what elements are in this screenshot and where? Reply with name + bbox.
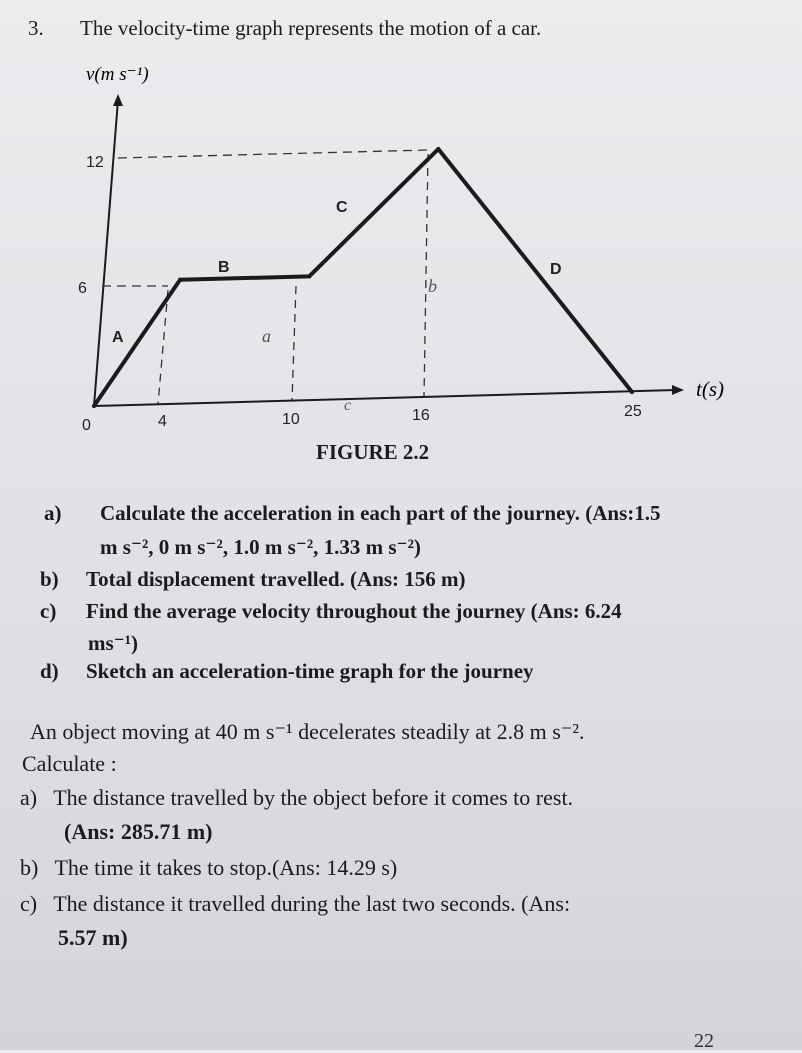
segment-label-d: D: [550, 261, 562, 278]
handwritten-mark-c: c: [344, 397, 352, 414]
part-b-label: b): [40, 567, 59, 591]
guide-t10: [292, 286, 296, 400]
velocity-point-4: [630, 390, 634, 394]
part-a-answer: m s⁻², 0 m s⁻², 1.0 m s⁻², 1.33 m s⁻²): [100, 535, 421, 559]
q4-part-a-text: The distance travelled by the object before it comes to rest.: [53, 785, 574, 810]
handwritten-mark-b: b: [428, 276, 437, 296]
question4-part-a-answer: (Ans: 285.71 m): [64, 819, 213, 844]
question4-part-c-answer: 5.57 m): [58, 925, 128, 950]
question4-calculate: Calculate :: [22, 751, 117, 776]
velocity-segment-d: [438, 149, 632, 392]
question4-part-b: [20, 854, 397, 882]
q4-part-b-text: The time it takes to stop.(Ans: 14.29 s): [54, 855, 398, 880]
guide-t16: [424, 154, 428, 396]
part-a-label: a): [44, 501, 62, 525]
q4-part-c-label: c): [20, 891, 38, 916]
q4-part-a-label: a): [20, 785, 38, 810]
question-number: 3.: [28, 16, 44, 40]
part-c-answer: ms⁻¹): [88, 631, 139, 655]
x-axis-label: t(s): [696, 377, 724, 401]
velocity-point-1: [178, 278, 182, 282]
x-tick-10: 10: [282, 411, 300, 428]
part-d-label: d): [40, 659, 59, 683]
velocity-point-2: [307, 274, 311, 278]
x-axis: [94, 390, 676, 406]
y-axis: [94, 100, 118, 406]
part-b-text: Total displacement travelled. (Ans: 156 m): [86, 567, 466, 591]
segment-label-a: A: [112, 329, 124, 346]
part-d-text: Sketch an acceleration-time graph for the journey: [86, 659, 534, 683]
segment-label-c: C: [336, 199, 348, 216]
y-tick-12: 12: [86, 154, 104, 171]
velocity-segment-c: [309, 149, 438, 276]
x-tick-16: 16: [412, 407, 430, 424]
part-c-text: Find the average velocity throughout the journey (Ans: 6.24: [86, 599, 622, 623]
q4-part-b-label: b): [20, 855, 39, 880]
figure-caption: FIGURE 2.2: [316, 440, 430, 464]
part-c-label: c): [40, 599, 57, 623]
y-tick-6: 6: [78, 280, 87, 297]
x-axis-arrow: [672, 385, 684, 395]
velocity-time-graph: [0, 0, 802, 480]
segment-label-b: B: [218, 259, 230, 276]
x-tick-25: 25: [624, 403, 642, 420]
question4-intro: An object moving at 40 m s⁻¹ decelerates steadily at 2.8 m s⁻².: [30, 719, 585, 744]
y-axis-label: v(m s⁻¹): [86, 64, 149, 85]
x-tick-0: 0: [82, 417, 91, 434]
page-number: 22: [694, 1030, 714, 1052]
handwritten-mark-a: a: [262, 326, 271, 346]
velocity-segment-a: [94, 280, 180, 406]
question4-part-a: [20, 784, 573, 812]
guide-12: [118, 150, 428, 158]
velocity-point-3: [436, 147, 440, 151]
question4-part-c: [20, 890, 570, 918]
y-axis-arrow: [113, 94, 123, 106]
x-tick-4: 4: [158, 413, 167, 430]
question-title: The velocity-time graph represents the motion of a car.: [80, 16, 542, 40]
q4-part-c-text: The distance it travelled during the last two seconds. (Ans:: [53, 891, 571, 916]
part-a-text: Calculate the acceleration in each part of the journey. (Ans:1.5: [100, 501, 661, 525]
velocity-segment-b: [180, 276, 309, 279]
velocity-point-0: [92, 404, 96, 408]
